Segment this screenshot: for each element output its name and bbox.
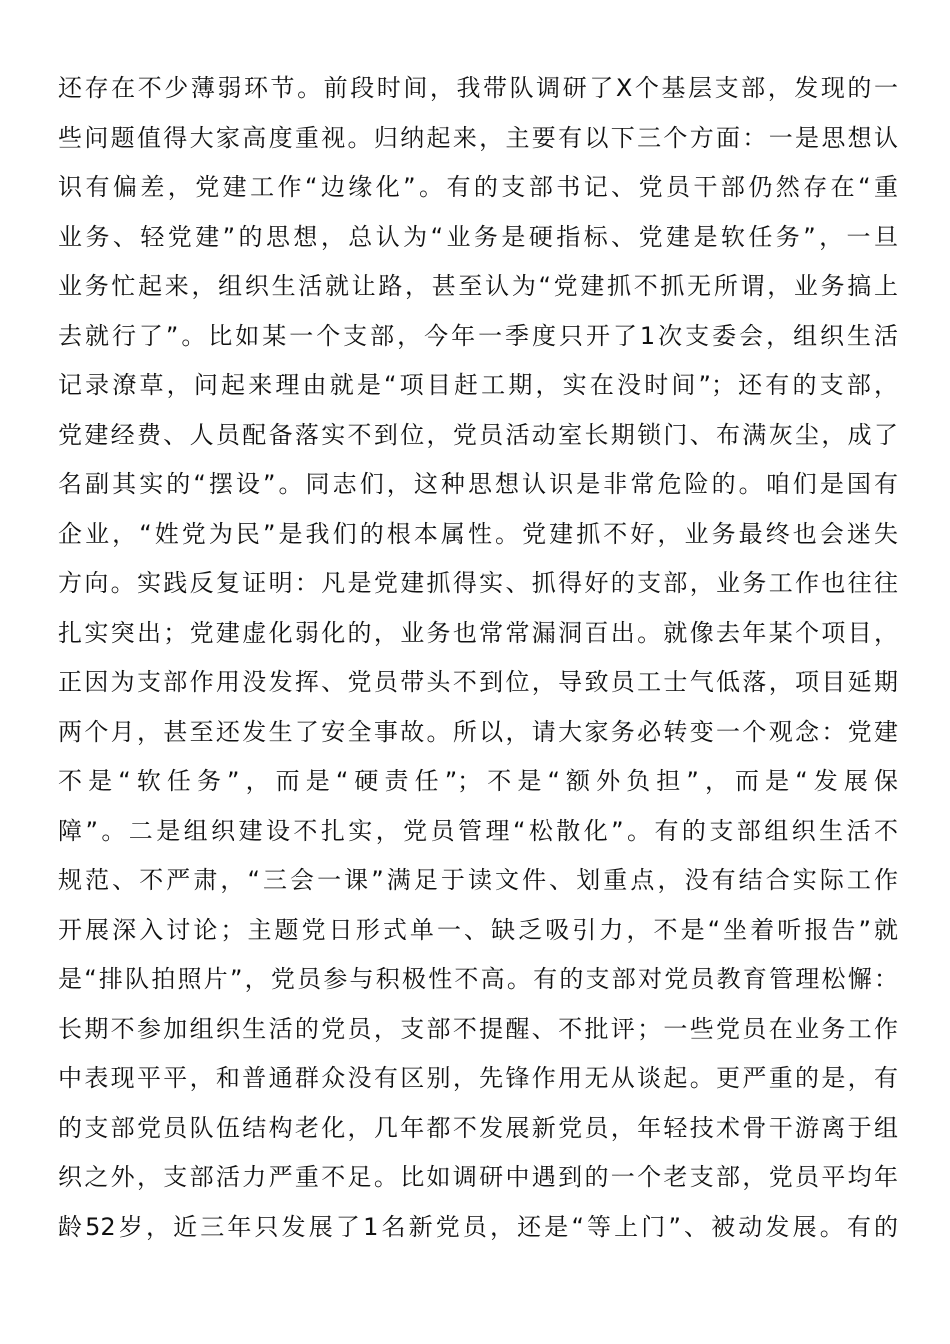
text-line: 业务、轻党建”的思想，总认为“业务是硬指标、党建是软任务”，一旦 — [58, 222, 898, 251]
text-line: 不是“软任务”，而是“硬责任”；不是“额外负担”，而是“发展保 — [58, 767, 898, 795]
text-line: 扎实突出；党建虚化弱化的，业务也常常漏洞百出。就像去年某个项目， — [58, 618, 898, 647]
text-line: 去就行了”。比如某一个支部，今年一季度只开了1次支委会，组织生活 — [58, 321, 898, 350]
text-line: 规范、不严肃，“三会一课”满足于读文件、划重点，没有结合实际工作 — [58, 866, 898, 894]
text-line: 是“排队拍照片”，党员参与积极性不高。有的支部对党员教育管理松懈： — [58, 965, 898, 993]
text-line: 正因为支部作用没发挥、党员带头不到位，导致员工士气低落，项目延期 — [58, 668, 898, 696]
text-line: 开展深入讨论；主题党日形式单一、缺乏吸引力，不是“坐着听报告”就 — [58, 915, 898, 944]
text-line: 业务忙起来，组织生活就让路，甚至认为“党建抓不抓无所谓，业务搞上 — [58, 272, 898, 300]
text-line: 长期不参加组织生活的党员，支部不提醒、不批评；一些党员在业务工作 — [58, 1014, 898, 1043]
text-line: 龄52岁，近三年只发展了1名新党员，还是“等上门”、被动发展。有的 — [58, 1212, 898, 1241]
text-line: 障”。二是组织建设不扎实，党员管理“松散化”。有的支部组织生活不 — [58, 816, 898, 845]
text-line: 识有偏差，党建工作“边缘化”。有的支部书记、党员干部仍然存在“重 — [58, 173, 898, 201]
text-line: 记录潦草，问起来理由就是“项目赶工期，实在没时间”；还有的支部， — [58, 371, 898, 399]
text-line: 的支部党员队伍结构老化，几年都不发展新党员，年轻技术骨干游离于组 — [58, 1113, 898, 1142]
text-line: 名副其实的“摆设”。同志们，这种思想认识是非常危险的。咱们是国有 — [58, 470, 898, 498]
body-text — [58, 64, 898, 1252]
text-line: 中表现平平，和普通群众没有区别，先锋作用无从谈起。更严重的是，有 — [58, 1064, 898, 1092]
text-line: 方向。实践反复证明：凡是党建抓得实、抓得好的支部，业务工作也往往 — [58, 569, 898, 597]
text-line: 企业，“姓党为民”是我们的根本属性。党建抓不好，业务最终也会迷失 — [58, 519, 898, 548]
text-line: 织之外，支部活力严重不足。比如调研中遇到的一个老支部，党员平均年 — [58, 1163, 898, 1191]
text-line: 党建经费、人员配备落实不到位，党员活动室长期锁门、布满灰尘，成了 — [58, 420, 898, 449]
text-line: 还存在不少薄弱环节。前段时间，我带队调研了X个基层支部，发现的一 — [58, 74, 898, 102]
text-line: 两个月，甚至还发生了安全事故。所以，请大家务必转变一个观念：党建 — [58, 717, 898, 746]
text-line: 些问题值得大家高度重视。归纳起来，主要有以下三个方面：一是思想认 — [58, 123, 898, 152]
